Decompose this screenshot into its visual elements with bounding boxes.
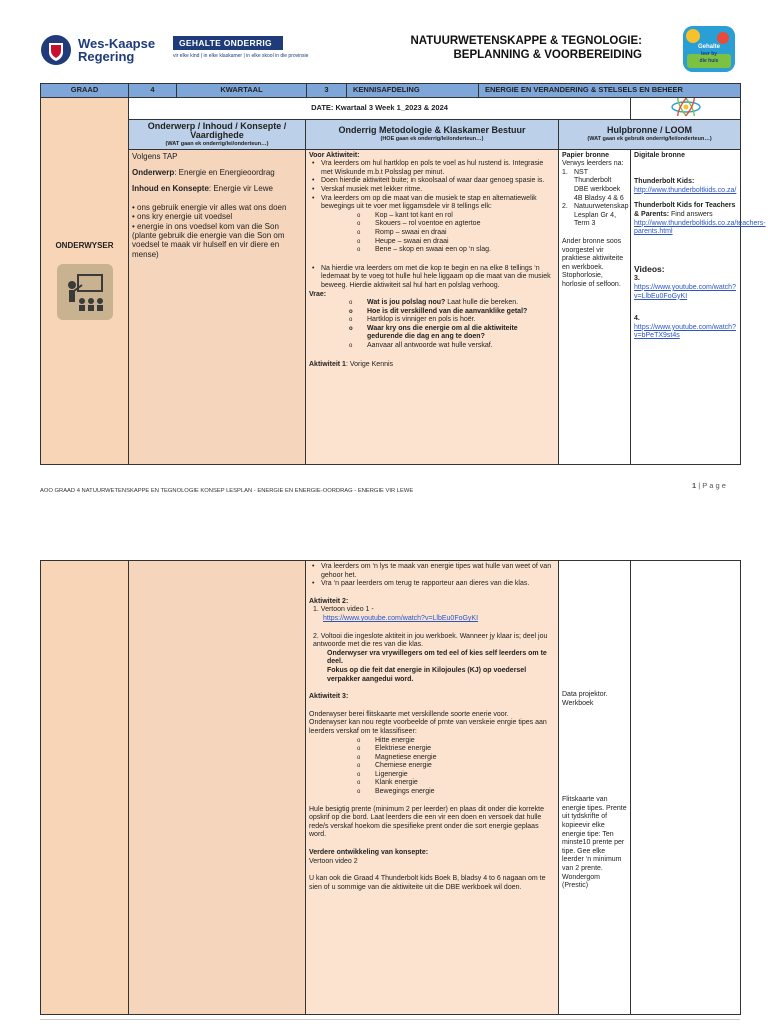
video-link-2[interactable]: https://www.youtube.com/watch?v=bPeTX9st4s [634, 323, 736, 340]
teacher-icon [57, 264, 113, 320]
refer-learners: Verwys leerders na: [562, 160, 624, 168]
caps-line: Volgens TAP [132, 151, 178, 161]
footer-line: AOO GRAAD 4 NATUURWETENSKAPPE EN TEGNOLOGIE KONSEP LESPLAN - ENERGIE EN ENERGIE-OORDRAG - ENERGIE VIR LEWE [40, 488, 414, 494]
activity-2-step-2: 2. Voltooi die ingeslote aktiteit in jou werkboek. Wanneer jy klaar is; deel jou antwoorde met die res van die klas. [313, 632, 548, 649]
digital-resources-cell: Digitale bronne Thunderbolt Kids: http://www.thunderboltkids.co.za/ Thunderbolt Kids for Teachers & Parents: Find answers http://www.thunderboltkids.co.za/teachers-parents.html Videos: 3. https://www.youtube.com/watch?v=LlbEu0FoGyKI 4. https://www.youtube.com/watch?v=bPeTX9st4s [631, 149, 741, 464]
video-link-1[interactable]: https://www.youtube.com/watch?v=LlbEu0FoGyKI [634, 283, 736, 300]
content-label: Inhoud en Konsepte [132, 184, 209, 194]
activity-3-sorting: Hule besigtig prente (minimum 2 per leerder) en plaas dit onder die korrekte opskrif op die bord. Laat leerders die een vir een doen en versoek dat hulle rede/s verskaf hoekom die spesifieke prent onder die sort energie geplaas word. [309, 805, 545, 839]
energy-type: o Magnetiese energie [357, 754, 555, 763]
activity-2-label: Aktiwiteit 2: [309, 597, 349, 605]
lesson-plan-table [40, 83, 741, 98]
c1-title: Onderwerp / Inhoud / Konsepte / Vaardighede [147, 120, 287, 141]
lesson-body-table [40, 97, 766, 465]
paper-resources-cell: Papier bronne Verwys leerders na: 1. NST Thunderbolt DBE werkboek 4B Bladsy 4 & 6 2. Natuurwetenskap Lesplan Gr 4, Term 3 Ander bronne soos voorgestel vir praktiese aktiwiteite en werkboek. Stophorlosie, horlosie of selfoon. [559, 149, 631, 464]
crest-icon [40, 34, 72, 66]
grade-label: GRAAD [41, 84, 129, 98]
banner-tagline: vir elke kind | in elke klaskamer | in elke skool in die provinsie [173, 53, 309, 59]
page-number: 1 | P a g e [692, 481, 726, 490]
method-cell [306, 149, 559, 464]
date-cell [129, 98, 631, 120]
questions-label: Vrae: [309, 290, 327, 298]
movement-item: o Heupe – swaai en draai [357, 238, 555, 247]
term-value: 3 [307, 84, 347, 98]
resource-projector: Data projektor. Werkboek [562, 691, 608, 707]
page-two [0, 505, 768, 1024]
movement-item: o Kop – kant tot kant en rol [357, 212, 555, 221]
banner-title: GEHALTE ONDERRIG [173, 36, 283, 50]
grade-value: 4 [129, 84, 177, 98]
teacher-column [41, 98, 129, 465]
energy-type: o Ligenergie [357, 771, 555, 780]
activity-3-intro: Onderwyser berei flitskaarte met verskillende soorte enerie voor. [309, 710, 509, 718]
question-2: o Hoe is dit verskillend van die aanvanklike getal? [349, 308, 555, 317]
question-1: Wat is jou polslag nou? [367, 299, 446, 307]
svg-text:leer by: leer by [700, 51, 718, 57]
method-step: • Vra leerders om ‘n lys te maak van energie tipes wat hulle van weet of van gehoor het. [309, 563, 555, 580]
strand-value: ENERGIE EN VERANDERING & STELSELS EN BEHEER [479, 84, 741, 98]
kids-learning-logo [683, 26, 735, 72]
teachers-parents-desc: Find answers [669, 210, 713, 218]
document-title [380, 34, 642, 62]
activity-2-focus: Fokus op die feit dat energie in Kilojoules (KJ) op voedersel verpakker aangedui word. [327, 666, 527, 683]
question-3: o Hartklop is vinniger en pols is hoër. [349, 316, 555, 325]
c2-subtitle: (HOE gaan ek onderrig/lei/onderteun…) [380, 135, 484, 142]
activity-3-examples: Onderwyser kan nou regte voorbeelde of prnte van verskeie enrgie tipes aan leerders verskaf om te klassifiseer: [309, 719, 547, 735]
energy-type: o Chemiese energie [357, 762, 555, 771]
atom-cell [631, 98, 741, 120]
paper-resources-cell-continued [559, 561, 631, 1015]
method-step: • Verskaf musiek met lekker ritme. [309, 186, 555, 195]
movement-item: o Romp – swaai en draai [357, 229, 555, 238]
column-header-method [306, 119, 559, 149]
other-resources: Ander bronne soos voorgestel vir praktiese aktiwiteite en werkboek. Stophorlosie, horlosie of selfoon. [562, 237, 624, 288]
method-step: • Vra leerders om op die maat van die musiek te stap en alternatiewelik bewegings uit te voer met liggamsdele vir 8 tellings elk: [309, 195, 555, 212]
activity-2-video-link[interactable]: https://www.youtube.com/watch?v=LlbEu0FoGyKI [323, 614, 479, 622]
svg-text:die huis: die huis [699, 58, 719, 64]
paper-resources-heading: Papier bronne [562, 151, 610, 159]
lesson-body-table-continued [40, 560, 741, 1015]
further-development-label: Verdere ontwikkeling van konsepte: [309, 849, 429, 857]
date-line: DATE: Kwartaal 3 Week 1_2023 & 2024 [311, 103, 448, 112]
c3-subtitle: (WAT gaan ek gebruik onderrig/lei/onderteun…) [587, 135, 712, 142]
method-step: • Vra leerders om hul hartklop en pols te voel as hul rustend is. Integrasie met Wiskunde m.b.t Polsslag per minut. [309, 160, 555, 177]
paper-resource-1: NST Thunderbolt DBE werkboek 4B Bladsy 4 & 6 [574, 168, 624, 202]
resource-flashcards: Flitskaarte van energie tipes. Prente uit tydskrifte of kopieevir elke energie tipe: Ten minste10 prente per tipe. Gee elke leerder ‘n minimum van 2 prente. Wondergom (Prestic) [562, 796, 627, 890]
topic-cell: Volgens TAP Onderwerp: Energie en Energieoordrag Inhoud en Konsepte: Energie vir Lewe • ons gebruik energie vir alles wat ons doen • ons kry energie uit voedsel • energie in ons voedsel kom van die Son (plante gebruik die energie van die Son om voedsel te maak vir hulself en vir diere en mense) [129, 149, 306, 464]
thunderbolt-label: Thunderbolt Kids: [634, 178, 695, 186]
before-activity-label: Voor Aktiwiteit: [309, 151, 360, 159]
svg-text:Gehalte: Gehalte [697, 44, 721, 50]
activity-2-step-1: 1. Vertoon video 1 - [313, 606, 374, 614]
paper-resource-2: Natuurwetenskap Lesplan Gr 4, Term 3 [574, 203, 629, 228]
thunderbolt-link[interactable]: http://www.thunderboltkids.co.za/ [634, 186, 737, 194]
method-step: • Na hierdie vra leerders om met die kop te begin en na elke 8 tellings ‘n ledemaat by te voeg tot hulle hul hele liggaam op die maat van die musiek beweeg. Hierdie aktiwiteit sal hul hart en polslag verhoog. [309, 265, 555, 291]
activity-1-value: : Vorige Kennis [345, 360, 394, 368]
grade-row [41, 84, 741, 98]
page-bottom-rule [40, 1019, 740, 1020]
teacher-label: ONDERWYSER [55, 240, 114, 250]
kids-logo-icon [683, 26, 735, 72]
column-header-resources [559, 119, 741, 149]
question-1-tail: Laat hulle die bereken. [445, 299, 519, 307]
page-one [0, 0, 768, 505]
activity-3-label: Aktiwiteit 3: [309, 693, 349, 701]
title-line1: NATUURWETENSKAPPE & TEGNOLOGIE: [410, 35, 642, 47]
further-development-value: Vertoon video 2 [309, 857, 358, 865]
activity-1-label: Aktiwiteit 1 [309, 360, 346, 368]
energy-type: o Hitte energie [357, 737, 555, 746]
method-step: • Doen hierdie aktiwiteit buite; in skoolsaal of waar daar genoeg spasie is. [309, 177, 555, 186]
org-name-line2: Regering [78, 49, 135, 64]
c2-title: Onderrig Metodologie & Klaskamer Bestuur [338, 125, 526, 136]
teacher-column-continued [41, 561, 129, 1015]
content-value: : Energie vir Lewe [208, 184, 273, 194]
title-line2: BEPLANNING & VOORBEREIDING [453, 49, 642, 61]
strand-label: KENNISAFDELING [347, 84, 479, 98]
concept-bullet-3: energie in ons voedsel kom van die Son (plante gebruik die energie van die Son om voedsel te maak vir hulself en vir diere en mense) [132, 221, 285, 259]
digital-resources-heading: Digitale bronne [634, 151, 685, 159]
c1-subtitle: (WAT gaan ek onderrig/lei/onderteun…) [165, 140, 269, 147]
atom-icon [670, 98, 702, 116]
quality-teaching-banner [173, 36, 343, 64]
teachers-parents-link[interactable]: http://www.thunderboltkids.co.za/teachers-parents.html [634, 219, 766, 236]
movement-item: o Skouers – rol voentoe en agtertoe [357, 220, 555, 229]
teachers-parents-label: Thunderbolt Kids for Teachers & Parents: [634, 202, 736, 218]
term-label: KWARTAAL [177, 84, 307, 98]
org-name-line1: Wes-Kaapse [78, 36, 156, 51]
concept-bullet-1: ons gebruik energie vir alles wat ons doen [137, 202, 287, 212]
digital-resources-cell-continued [631, 561, 741, 1015]
concept-bullet-2: ons kry energie uit voedsel [137, 212, 233, 222]
closing-note: U kan ook die Graad 4 Thunderbolt kids Boek B, bladsy 4 to 6 nagaan om te sien of u sommige van die aktiwiteite uit die DBE werkboek wil doen. [309, 875, 546, 891]
energy-type: o Elektriese energie [357, 745, 555, 754]
c3-title: Hulpbronne / LOOM [607, 125, 693, 136]
question-4: o Waar kry ons die energie om al die aktiwiteite gedurende die dag en ang te doen? [349, 325, 555, 342]
topic-cell-continued [129, 561, 306, 1015]
column-header-topic [129, 119, 306, 149]
energy-type: o Klank energie [357, 779, 555, 788]
western-cape-logo [40, 32, 165, 68]
topic-value: : Energie en Energieoordrag [174, 168, 275, 177]
topic-label: Onderwerp [132, 168, 175, 177]
activity-2-volunteers: Onderwyser vra vrywillegers om ted eel of kies self leerders om te deel. [327, 649, 547, 666]
method-cell-continued [306, 561, 559, 1015]
videos-label: Videos: [634, 263, 665, 274]
method-step: • Vra ‘n paar leerders om terug te rapporteur aan dieres van die klas. [309, 580, 555, 589]
energy-type: o Bewegings energie [357, 788, 555, 797]
movement-item: o Bene – skop en swaai een op ‘n slag. [357, 246, 555, 255]
question-5: o Aanvaar all antwoorde wat hulle verskaf. [349, 342, 555, 351]
